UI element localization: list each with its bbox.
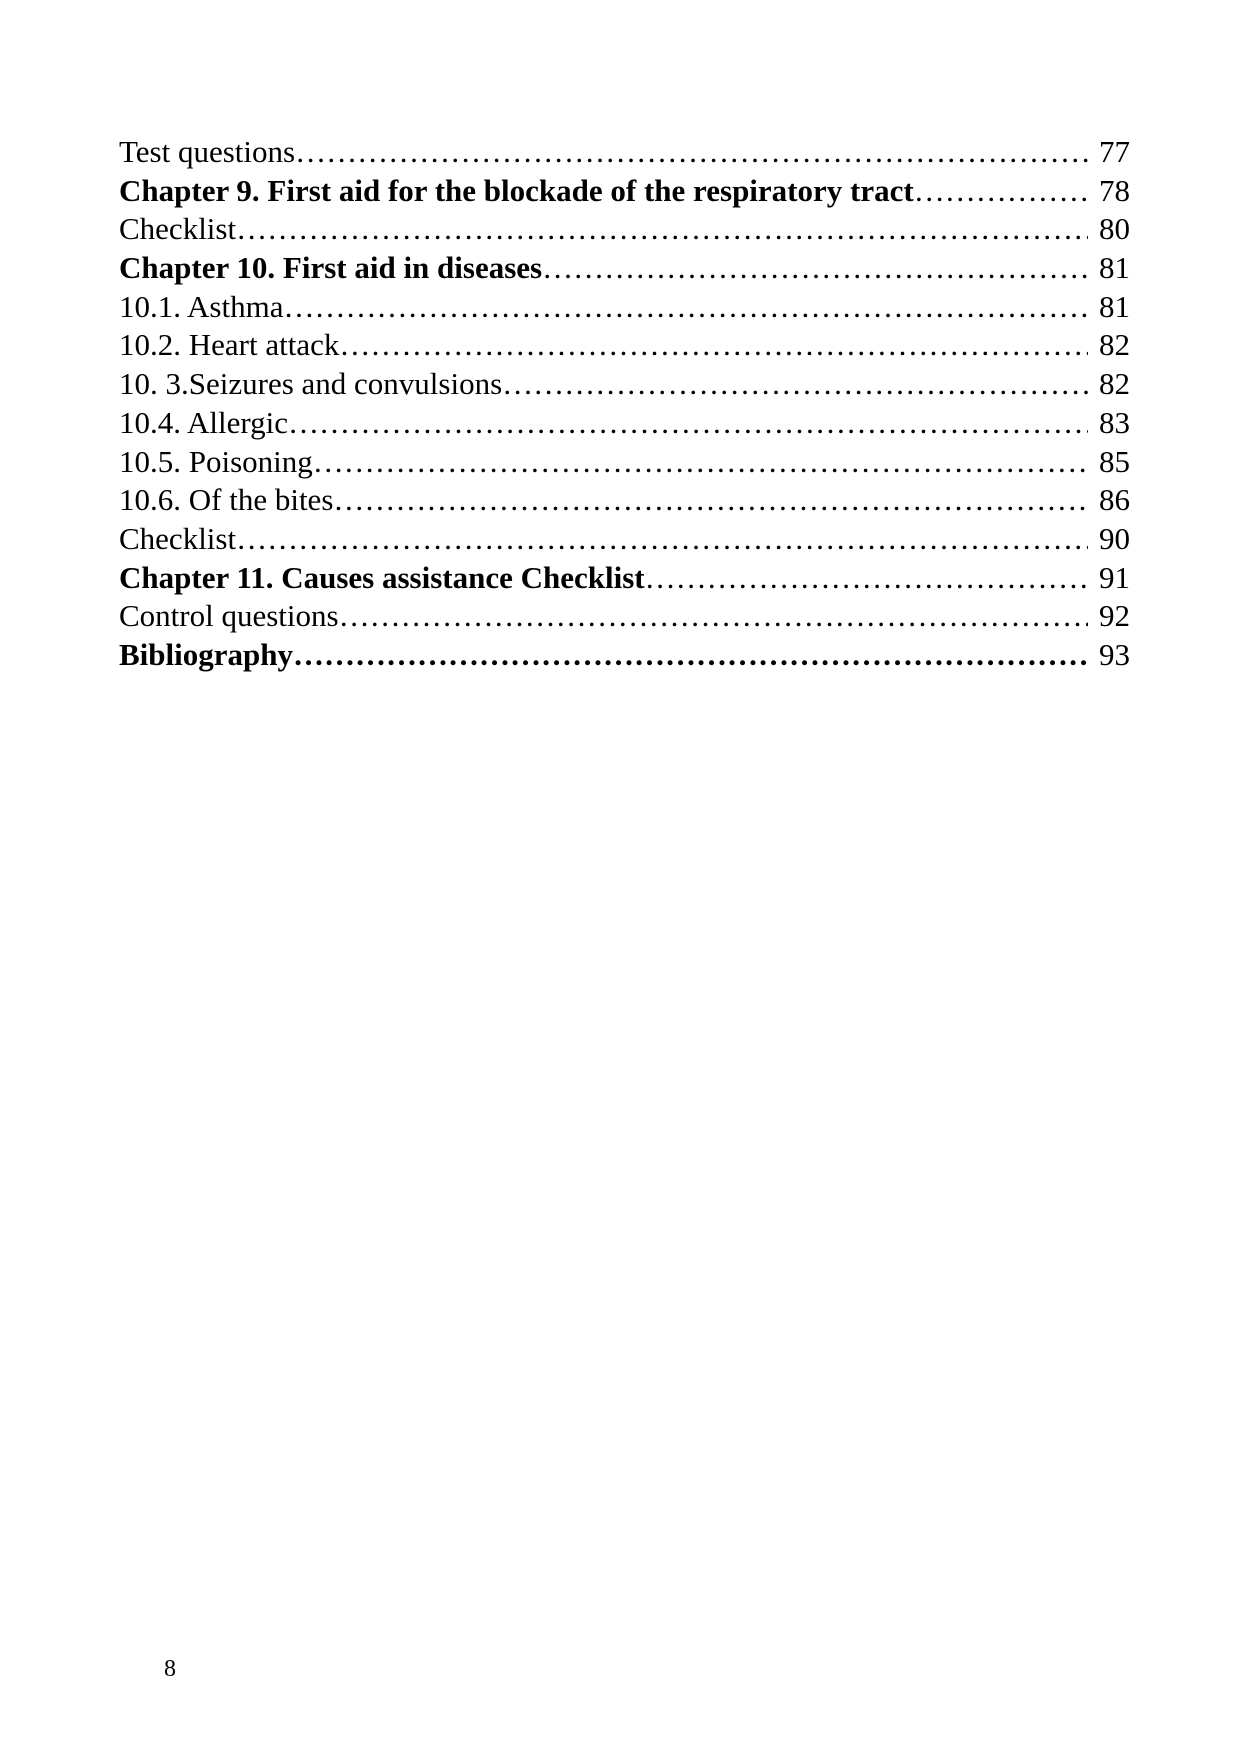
toc-dot-leader — [313, 443, 1088, 482]
toc-entry-bites — [119, 481, 1130, 520]
toc-entry-title: 10.2. Heart attack — [119, 327, 340, 363]
toc-entry-page: 77 — [1099, 134, 1130, 169]
toc-dot-leader — [236, 210, 1088, 249]
toc-entry-control-questions — [119, 597, 1130, 636]
toc-entry-title: 10.4. Allergic — [119, 404, 289, 440]
toc-entry-title: Control questions — [119, 598, 339, 634]
toc-entry-title: Bibliography — [119, 636, 293, 672]
toc-dot-leader — [542, 249, 1088, 288]
toc-entry-checklist-2 — [119, 520, 1130, 559]
toc-entry-page: 78 — [1099, 172, 1130, 208]
toc-dot-leader — [283, 288, 1088, 327]
toc-dot-leader — [333, 481, 1088, 520]
toc-entry-chapter-11 — [119, 559, 1130, 598]
toc-dot-leader — [288, 404, 1088, 443]
toc-entry-page: 81 — [1099, 288, 1130, 324]
toc-entry-page: 92 — [1099, 598, 1130, 634]
toc-dot-leader — [645, 559, 1088, 598]
toc-dot-leader — [293, 636, 1088, 675]
toc-entry-title: Chapter 10. First aid in diseases — [119, 250, 543, 286]
toc-entry-page: 82 — [1099, 366, 1130, 402]
toc-entry-page: 93 — [1099, 636, 1130, 672]
toc-entry-title: Chapter 11. Causes assistance Checklist — [119, 559, 645, 595]
toc-entry-page: 80 — [1099, 211, 1130, 247]
toc-entry-page: 83 — [1099, 404, 1130, 440]
toc-entry-title: Test questions — [119, 134, 296, 169]
toc-dot-leader — [295, 133, 1088, 172]
toc-dot-leader — [339, 326, 1088, 365]
toc-entry-title: 10.6. Of the bites — [119, 482, 334, 518]
toc-entry-poisoning — [119, 443, 1130, 482]
toc-entry-allergic — [119, 404, 1130, 443]
toc-entry-title: Checklist — [119, 211, 237, 247]
toc-entry-page: 91 — [1099, 559, 1130, 595]
toc-entry-bibliography — [119, 636, 1130, 675]
toc-entry-page: 82 — [1099, 327, 1130, 363]
toc-entry-page: 90 — [1099, 520, 1130, 556]
toc-entry-chapter-9 — [119, 172, 1130, 211]
toc-entry-title: Checklist — [119, 520, 237, 556]
toc-entry-checklist — [119, 210, 1130, 249]
toc-entry-page: 85 — [1099, 443, 1130, 479]
toc-entry-title: 10.1. Asthma — [119, 288, 284, 324]
toc-dot-leader — [236, 520, 1088, 559]
toc-entry-title: 10. 3.Seizures and convulsions — [119, 366, 503, 402]
toc-entry-title: 10.5. Poisoning — [119, 443, 313, 479]
toc-entry-page: 86 — [1099, 482, 1130, 518]
toc-entry-title: Chapter 9. First aid for the blockade of the respiratory tract — [119, 172, 914, 208]
toc-entry-test-questions — [119, 133, 1130, 172]
toc-dot-leader — [914, 172, 1088, 211]
toc-entry-page: 81 — [1099, 250, 1130, 286]
toc-dot-leader — [502, 365, 1088, 404]
toc-entry-chapter-10 — [119, 249, 1130, 288]
table-of-contents — [119, 133, 1130, 675]
toc-entry-heart-attack — [119, 326, 1130, 365]
toc-entry-asthma — [119, 288, 1130, 327]
toc-entry-seizures — [119, 365, 1130, 404]
toc-dot-leader — [339, 597, 1088, 636]
page-number: 8 — [164, 1656, 176, 1682]
